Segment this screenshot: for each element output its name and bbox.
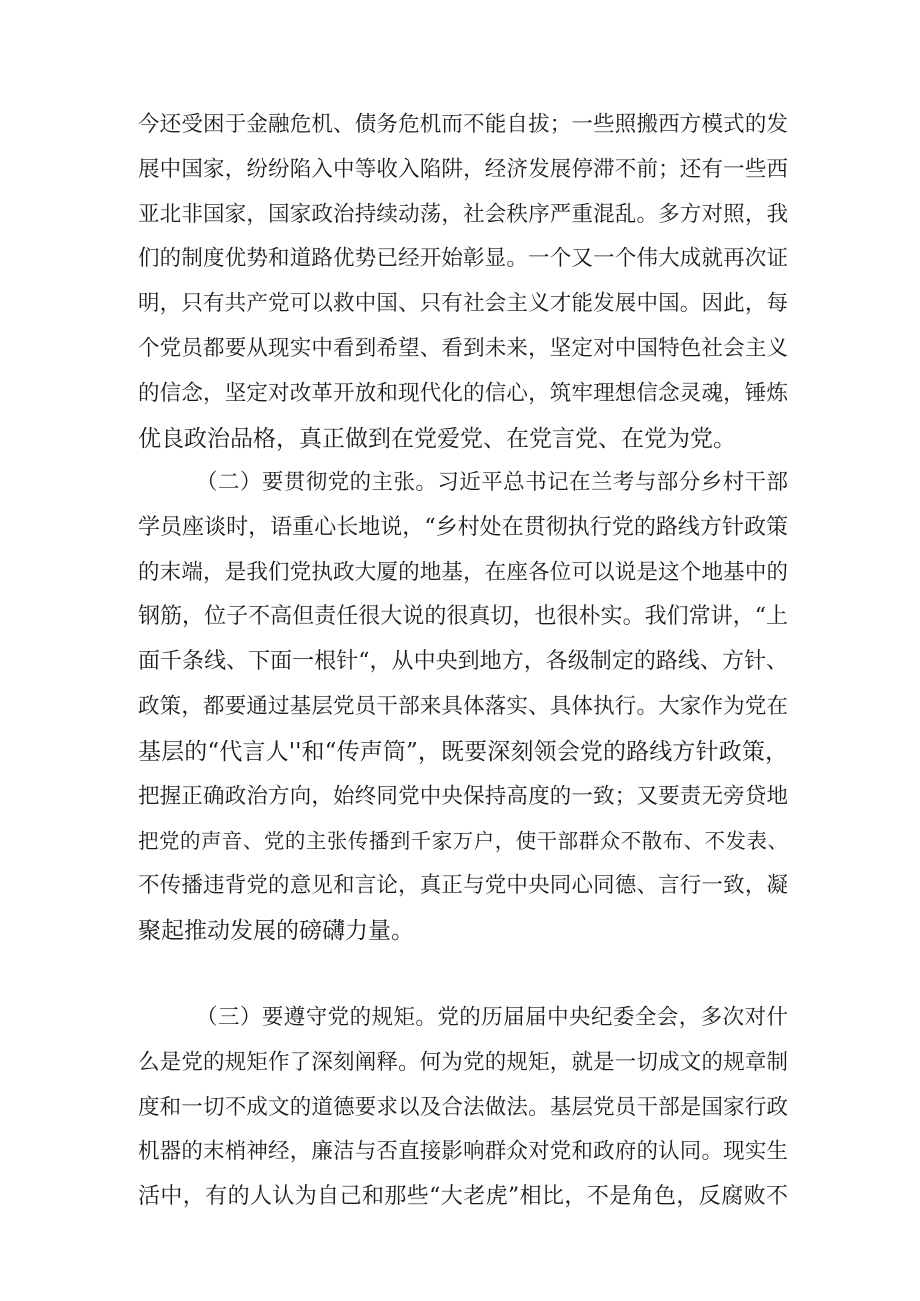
paragraph-2 — [138, 461, 788, 954]
text-line: 活中，有的人认为自己和那些“大老虎”相比，不是角色，反腐败不 — [138, 1184, 788, 1210]
text-line: 优良政治品格，真正做到在党爱党、在党言党、在党为党。 — [138, 425, 736, 452]
text-line: （二）要贯彻党的主张。习近平总书记在兰考与部分乡村干部 — [196, 470, 788, 495]
text-line: 把党的声音、党的主张传播到千家万户，使干部群众不散布、不发表、 — [138, 829, 788, 854]
text-line: （三）要遵守党的规矩。党的历届届中央纪委全会，多次对什 — [196, 1005, 788, 1030]
text-line: 不传播违背党的意见和言论，真正与党中央同心同德、言行一致，凝 — [138, 873, 788, 899]
text-line: 么是党的规矩作了深刻阐释。何为党的规矩，就是一切成文的规章制 — [138, 1049, 788, 1075]
text-line: 今还受困于金融危机、债务危机而不能自拔；一些照搬西方模式的发 — [138, 112, 788, 137]
text-line: 亚北非国家，国家政治持续动荡，社会秩序严重混乱。多方对照，我 — [138, 201, 788, 227]
text-line: 面千条线、下面一根针“，从中央到地方，各级制定的路线、方针、 — [138, 649, 788, 675]
text-line: 们的制度优势和道路优势已经开始彰显。一个又一个伟大成就再次证 — [138, 246, 788, 272]
text-line: 的信念，坚定对改革开放和现代化的信心，筑牢理想信念灵魂，锤炼 — [138, 380, 788, 406]
text-line: 明，只有共产党可以救中国、只有社会主义才能发展中国。因此，每 — [138, 291, 788, 317]
text-line: 学员座谈时，语重心长地说，“乡村处在贯彻执行党的路线方针政策 — [138, 514, 788, 540]
text-line: 展中国家，纷纷陷入中等收入陷阱，经济发展停滞不前；还有一些西 — [138, 156, 788, 182]
text-line: 聚起推动发展的磅礴力量。 — [138, 917, 414, 944]
paragraph-3 — [138, 996, 788, 1220]
text-line: 度和一切不成文的道德要求以及合法做法。基层党员干部是国家行政 — [138, 1094, 788, 1120]
text-line: 个党员都要从现实中看到希望、看到未来，坚定对中国特色社会主义 — [138, 335, 788, 361]
text-line: 钢筋，位子不高但责任很大说的很真切，也很朴实。我们常讲，“上 — [138, 604, 788, 630]
text-line: 基层的“代言人''和“传声筒”，既要深刻领会党的路线方针政策， — [138, 738, 788, 765]
text-line: 机器的末梢神经，廉洁与否直接影响群众对党和政府的认同。现实生 — [138, 1139, 788, 1165]
text-line: 政策，都要通过基层党员干部来具体落实、具体执行。大家作为党在 — [138, 693, 788, 719]
text-line: 把握正确政治方向，始终同党中央保持高度的一致；又要责无旁贷地 — [138, 783, 788, 809]
paragraph-1 — [138, 103, 788, 461]
text-line: 的末端，是我们党执政大厦的地基，在座各位可以说是这个地基中的 — [138, 559, 788, 585]
